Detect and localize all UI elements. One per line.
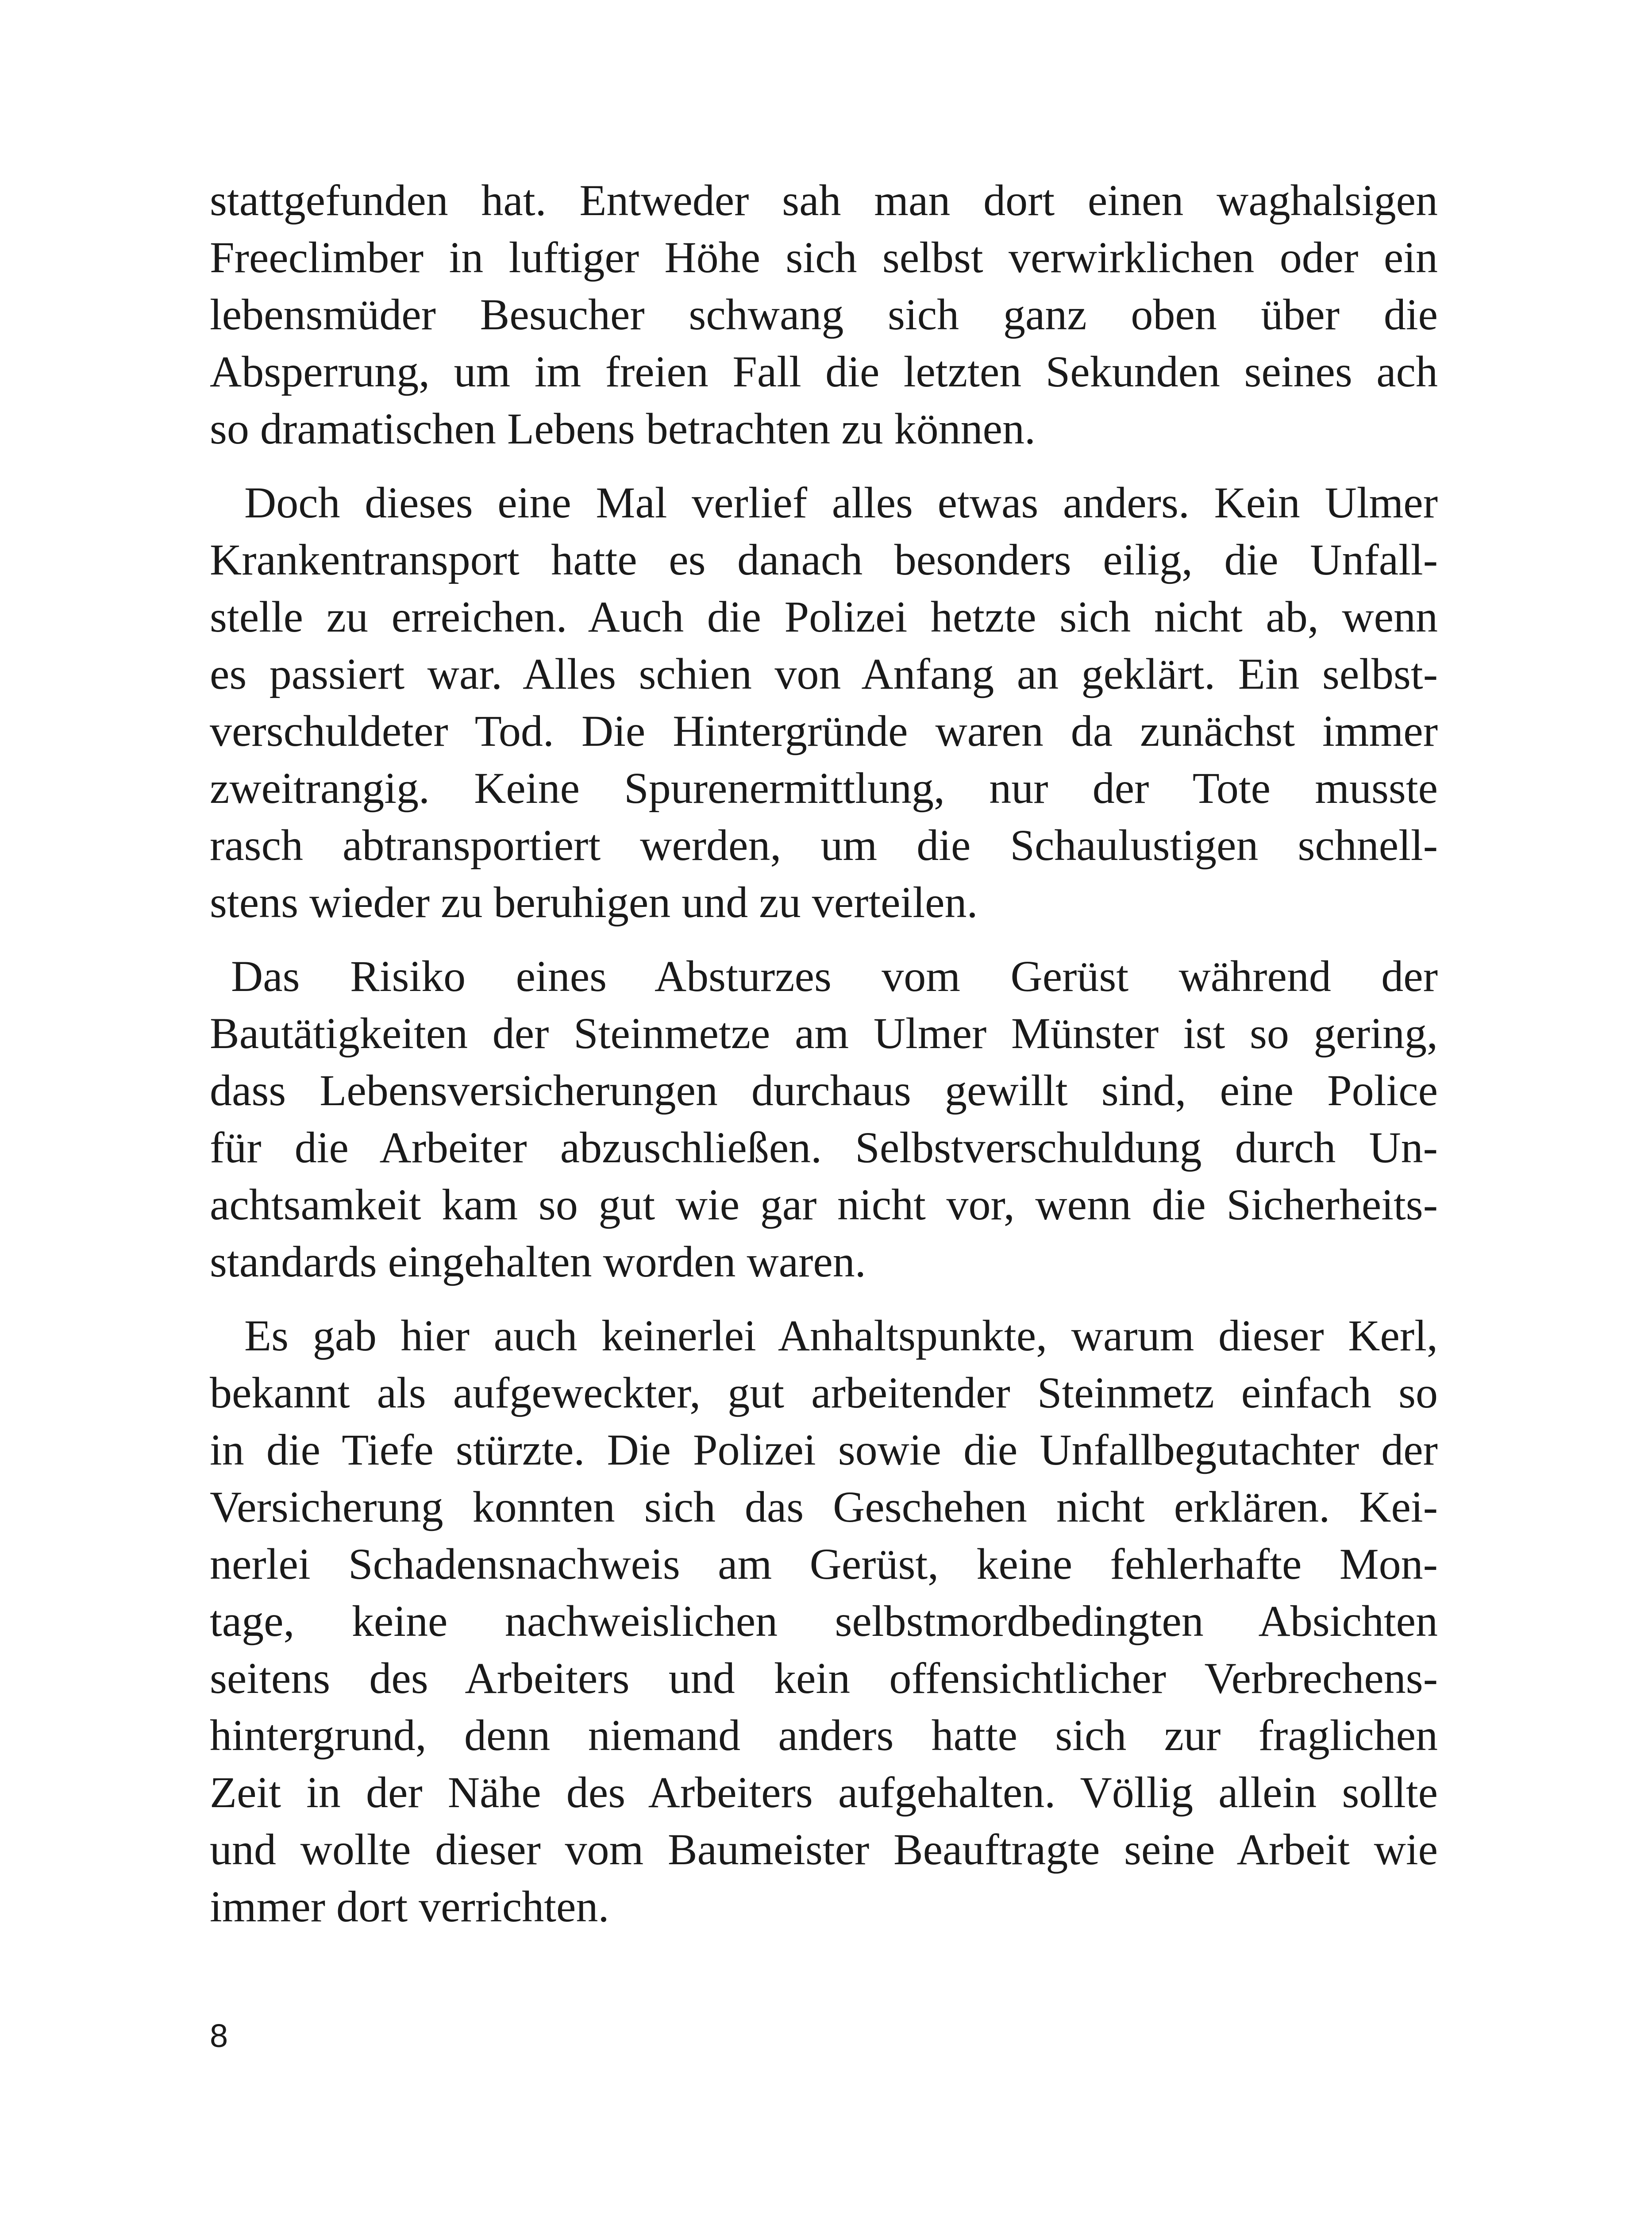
text-line: es passiert war. Alles schien von Anfang an geklärt. Ein selbst- [210,649,1438,698]
text-line: zweitrangig. Keine Spurenermittlung, nur der Tote musste [210,763,1438,813]
text-line: seitens des Arbeiters und kein offensichtlicher Verbrechens- [210,1654,1438,1703]
text-line: Es gab hier auch keinerlei Anhaltspunkte, warum dieser Kerl, [244,1311,1438,1360]
text-line: tage, keine nachweislichen selbstmordbedingten Absichten [210,1596,1438,1646]
text-line: Bautätigkeiten der Steinmetze am Ulmer Münster ist so gering, [210,1009,1438,1058]
text-line: Freeclimber in luftiger Höhe sich selbst verwirklichen oder ein [210,233,1438,282]
text-line: Versicherung konnten sich das Geschehen nicht erklären. Kei- [210,1482,1438,1531]
text-line: stattgefunden hat. Entweder sah man dort einen waghalsigen [210,176,1438,225]
text-line: in die Tiefe stürzte. Die Polizei sowie die Unfallbegutachter der [210,1425,1438,1474]
text-line: hintergrund, denn niemand anders hatte sich zur fraglichen [210,1711,1438,1760]
text-line: für die Arbeiter abzuschließen. Selbstverschuldung durch Un- [210,1123,1438,1172]
text-line: bekannt als aufgeweckter, gut arbeitender Steinmetz einfach so [210,1368,1438,1417]
text-line: Das Risiko eines Absturzes vom Gerüst während der [231,952,1438,1001]
text-line: Doch dieses eine Mal verlief alles etwas anders. Kein Ulmer [244,478,1438,527]
paragraph-4 [210,1307,1438,1935]
paragraph-3 [210,948,1438,1290]
text-line: nerlei Schadensnachweis am Gerüst, keine fehlerhafte Mon- [210,1539,1438,1588]
text-line: stelle zu erreichen. Auch die Polizei hetzte sich nicht ab, wenn [210,592,1438,641]
text-line: stens wieder zu beruhigen und zu verteilen. [210,878,978,927]
text-line: so dramatischen Lebens betrachten zu können. [210,404,1036,453]
text-line: Absperrung, um im freien Fall die letzten Sekunden seines ach [210,347,1438,396]
text-line: Krankentransport hatte es danach besonders eilig, die Unfall- [210,535,1438,584]
text-line: und wollte dieser vom Baumeister Beauftragte seine Arbeit wie [210,1825,1438,1874]
paragraph-1 [210,172,1438,457]
paragraph-2 [210,474,1438,931]
text-line: verschuldeter Tod. Die Hintergründe waren da zunächst immer [210,706,1438,756]
text-line: Zeit in der Nähe des Arbeiters aufgehalten. Völlig allein sollte [210,1768,1438,1817]
body-text [210,172,1438,1935]
text-line: achtsamkeit kam so gut wie gar nicht vor, wenn die Sicherheits- [210,1180,1438,1229]
text-line: dass Lebensversicherungen durchaus gewillt sind, eine Police [210,1066,1438,1115]
page-number: 8 [210,2017,228,2054]
text-line: lebensmüder Besucher schwang sich ganz oben über die [210,290,1438,339]
text-line: immer dort verrichten. [210,1882,609,1931]
text-line: standards eingehalten worden waren. [210,1237,866,1286]
text-line: rasch abtransportiert werden, um die Schaulustigen schnell- [210,821,1438,870]
